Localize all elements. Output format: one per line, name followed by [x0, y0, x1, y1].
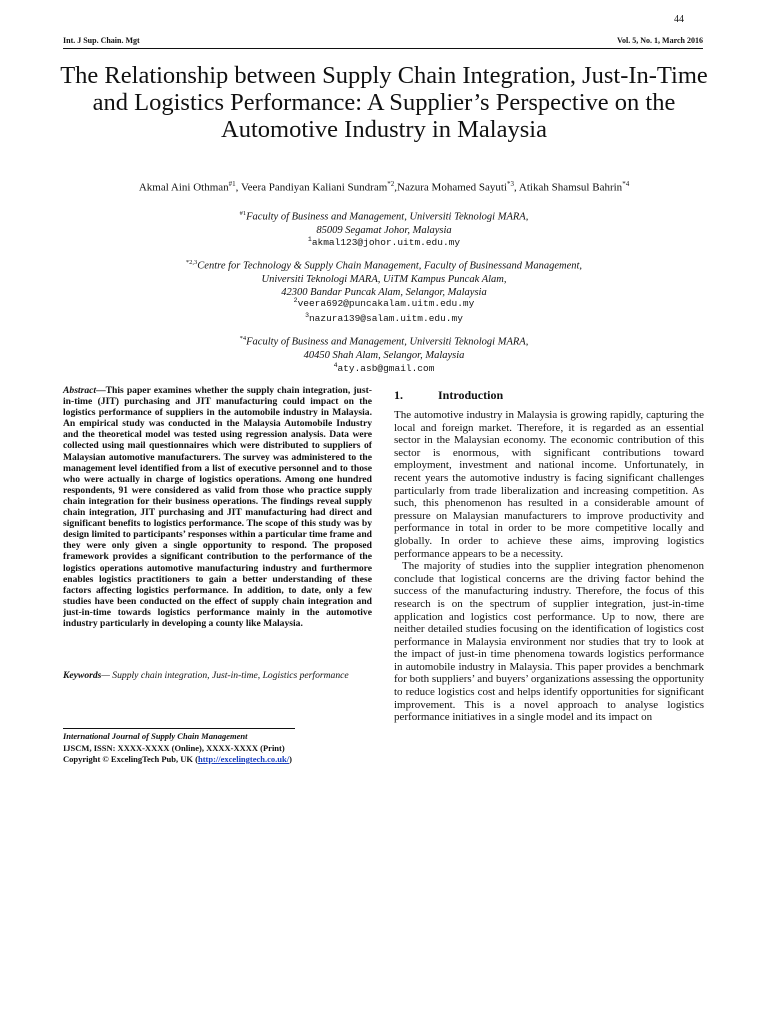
keywords [63, 670, 372, 682]
author-separator: , [394, 181, 398, 194]
paragraph: The majority of studies into the supplier integration phenomenon conclude that logistical concerns are the driving factor behind the success of the manufacturing industry. Therefore, the focus of this research is on the spectrum of supplier integration, just-in-time application and logistics cost performance. Up to now, there are neither detailed studies focusing on the identification of logistics cost performance in Malaysia environment nor studies that try to look at the impact of just-in time phenomena towards logistics performance in automobile industry in Malaysia. This paper provides a benchmark for both suppliers’ and buyers’ organizations assessing the opportunity to reduce logistics cost and helps identify opportunities for significant improvement. This is a novel approach to analyse logistics performance initiatives in a single model and its impact on [394, 560, 704, 724]
section-title: Introduction [438, 388, 504, 402]
email-mark: 1 [307, 236, 312, 243]
abstract-label: Abstract [63, 385, 97, 396]
copyright-close: ) [289, 754, 292, 764]
journal-short-name: Int. J Sup. Chain. Mgt [63, 36, 140, 45]
affiliation-mark: *4 [239, 335, 247, 342]
email-2 [40, 295, 728, 310]
section-heading [394, 388, 503, 403]
abstract-text: —This paper examines whether the supply chain integration, just-in-time (JIT) purchasing and JIT manufacturing could impact on the logistics performance of suppliers in the automobile industry in Malaysia. An empirical study was conducted in the Malaysia Automobile Industry and the theoretical model was tested using regression analysis. Data were collected using mail questionnaires which were distributed to suppliers of Malaysian automotive manufacturers. The survey was administered to the management level identified from a list of executive personnel and to those who were actually in charge of logistics operations. Among one hundred respondents, 91 were considered as valid from those who practice supply chain integration for their business operations. The findings reveal supply chain integration, JIT purchasing and JIT manufacturing had direct and significant benefits to logistics performance. The scope of this study was by design limited to participants’ responses within a particular time frame and they were only given a single opportunity to respond. The proposed framework provides a significant contribution to the performance of the logistics operations automotive manufacturing industry and furthermore enables logistics practitioners to gain a better understanding of these factors affecting logistics performance. In addition, to date, only a few studies have been conducted on the effect of supply chain integration and just-in-time towards logistics performance mainly in the automotive industry particularly in developing a county like Malaysia. [63, 385, 372, 629]
author-mark: *3 [507, 180, 514, 188]
author-list [40, 180, 728, 194]
publisher-link[interactable]: http://excelingtech.co.uk/ [197, 754, 290, 764]
affiliation-line: 42300 Bandar Puncak Alam, Selangor, Malaysia [281, 286, 487, 298]
affiliation-line: 40450 Shah Alam, Selangor, Malaysia [303, 349, 465, 361]
author-name: Atikah Shamsul Bahrin [518, 181, 623, 194]
affiliation-line: Faculty of Business and Management, Universiti Teknologi MARA, [246, 336, 529, 348]
email-mark: 2 [293, 297, 298, 304]
author-name: Nazura Mohamed Sayuti [397, 181, 507, 194]
affiliation-line: 85009 Segamat Johor, Malaysia [316, 224, 452, 236]
author-mark: *2 [387, 180, 395, 188]
email-3 [40, 310, 728, 325]
email-4 [40, 360, 728, 375]
keywords-label: Keywords [63, 670, 102, 681]
introduction-body [394, 409, 704, 724]
copyright-text: Copyright © ExcelingTech Pub, UK ( [63, 754, 198, 764]
author-name: Veera Pandiyan Kaliani Sundram [240, 181, 388, 194]
keywords-text: — Supply chain integration, Just-in-time, Logistics performance [101, 670, 349, 681]
running-header [63, 36, 703, 49]
email-address: veera692@puncakalam.uitm.edu.my [297, 298, 475, 310]
paper-title: The Relationship between Supply Chain Integration, Just-In-Time and Logistics Performance: A Supplier’s Perspective on the Automotive Industry in Malaysia [60, 62, 708, 143]
email-1 [40, 234, 728, 249]
affiliation-mark: *2,3 [185, 259, 198, 266]
email-address: nazura139@salam.uitm.edu.my [308, 313, 463, 325]
author-separator: , [235, 181, 241, 194]
volume-info: Vol. 5, No. 1, March 2016 [617, 36, 703, 45]
affiliation-1 [40, 207, 728, 237]
footnote-copyright [63, 754, 372, 766]
abstract [63, 385, 372, 629]
author-separator: , [514, 181, 519, 194]
footnote-journal: International Journal of Supply Chain Management [63, 731, 248, 741]
author-mark: *4 [622, 180, 630, 188]
author-name: Akmal Aini Othman [138, 181, 229, 194]
email-address: akmal123@johor.uitm.edu.my [311, 237, 461, 249]
page-number: 44 [674, 14, 684, 25]
footnote [63, 731, 372, 766]
section-number: 1. [394, 388, 403, 402]
footnote-issn: IJSCM, ISSN: XXXX-XXXX (Online), XXXX-XXXX (Print) [63, 742, 285, 753]
footnote-rule [63, 728, 295, 729]
paragraph: The automotive industry in Malaysia is growing rapidly, capturing the local and foreign market. Therefore, it is regarded as an essential sector in the Malaysian economy. The economic contribution of this sector is enormous, with significant contributions toward employment, investment and national income. Unfortunately, in recent years the automotive industry is facing significant challenges particularly from trade liberalization and increasing competition. As such, this phenomenon has resulted in a considerable amount of pressure on Malaysian manufacturers to improve productivity and performance in total in order to be more competitive locally and globally. In order to achieve these aims, improving logistics performance appears to be a necessity. [394, 409, 704, 560]
affiliation-2 [40, 256, 728, 299]
affiliation-3 [40, 332, 728, 362]
email-mark: 4 [333, 362, 338, 369]
affiliation-line: Faculty of Business and Management, Universiti Teknologi MARA, [246, 211, 529, 223]
email-address: aty.asb@gmail.com [337, 363, 435, 375]
email-mark: 3 [305, 312, 309, 319]
affiliation-mark: #1 [239, 210, 247, 217]
author-mark: #1 [228, 180, 236, 188]
affiliation-line: Centre for Technology & Supply Chain Management, Faculty of Businessand Management, [197, 260, 583, 272]
affiliation-line: Universiti Teknologi MARA, UiTM Kampus Puncak Alam, [261, 273, 507, 285]
